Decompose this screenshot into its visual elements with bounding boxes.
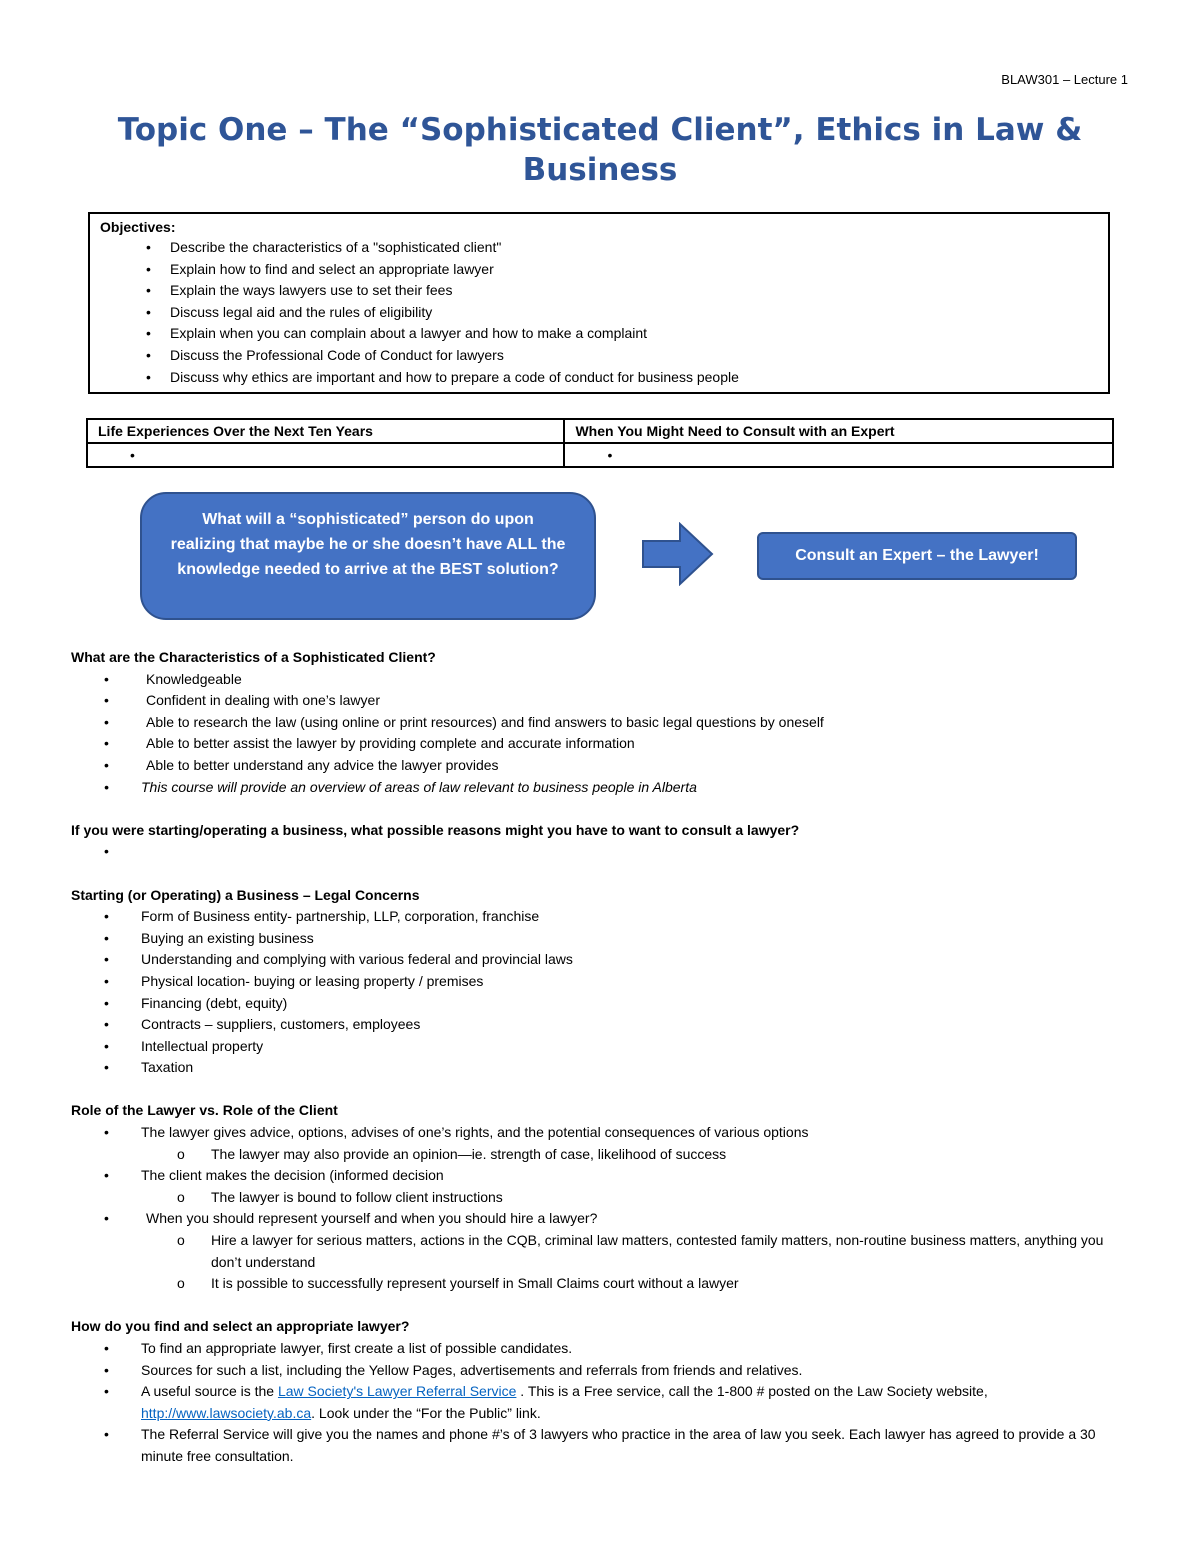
objective-item: • Explain when you can complain about a lawyer and how to make a complaint	[100, 323, 1098, 345]
list-item: • The client makes the decision (informed decision	[71, 1165, 1129, 1187]
list-item: • Form of Business entity- partnership, LLP, corporation, franchise	[71, 906, 1129, 928]
objectives-box	[88, 212, 1110, 394]
concerns-list	[71, 906, 1129, 1079]
section-heading: How do you find and select an appropriate lawyer?	[71, 1318, 410, 1335]
list-item: • To find an appropriate lawyer, first create a list of possible candidates.	[71, 1338, 1129, 1360]
course-header: BLAW301 – Lecture 1	[1001, 72, 1128, 87]
table-header-life-experiences: Life Experiences Over the Next Ten Years	[87, 419, 564, 443]
sub-list-item: o The lawyer is bound to follow client instructions	[71, 1187, 1129, 1209]
objective-item: • Explain how to find and select an appropriate lawyer	[100, 259, 1098, 281]
objective-item: • Discuss why ethics are important and how to prepare a code of conduct for business people	[100, 367, 1098, 389]
reasons-list	[71, 841, 1129, 863]
roles-list	[71, 1122, 1129, 1295]
experience-table	[86, 418, 1114, 468]
text-span: . This is a Free service, call the 1-800 # posted on the Law Society website,	[516, 1383, 988, 1400]
list-item: • Understanding and complying with various federal and provincial laws	[71, 949, 1129, 971]
sub-list-item: o It is possible to successfully represent yourself in Small Claims court without a lawyer	[71, 1273, 1129, 1295]
question-callout: What will a “sophisticated” person do upon realizing that maybe he or she doesn’t have ALL the knowledge needed to arrive at the BEST solution?	[140, 492, 596, 620]
list-item-empty	[71, 841, 1129, 863]
section-heading: Starting (or Operating) a Business – Legal Concerns	[71, 886, 420, 903]
objective-item: • Describe the characteristics of a "sophisticated client"	[100, 237, 1098, 259]
list-item: • Able to better understand any advice the lawyer provides	[71, 755, 1129, 777]
find-lawyer-list	[71, 1338, 1129, 1468]
table-cell-bullet: •	[564, 443, 1113, 467]
sub-list-item: o The lawyer may also provide an opinion—ie. strength of case, likelihood of success	[71, 1144, 1129, 1166]
characteristics-section	[71, 647, 1129, 798]
characteristics-list	[71, 669, 1129, 799]
table-row	[87, 443, 1113, 467]
objective-item: • Explain the ways lawyers use to set their fees	[100, 280, 1098, 302]
table-cell-bullet: •	[87, 443, 564, 467]
table-header-consult-expert: When You Might Need to Consult with an Expert	[564, 419, 1113, 443]
content-body	[71, 647, 1129, 1489]
list-item-referral	[71, 1381, 1129, 1424]
list-item: • Sources for such a list, including the Yellow Pages, advertisements and referrals from friends and relatives.	[71, 1360, 1129, 1382]
page-title: Topic One – The “Sophisticated Client”, Ethics in Law & Business	[117, 112, 1083, 188]
list-item: • Confident in dealing with one’s lawyer	[71, 690, 1129, 712]
referral-service-link[interactable]: Law Society's Lawyer Referral Service	[277, 1383, 517, 1400]
objective-item: • Discuss the Professional Code of Conduct for lawyers	[100, 345, 1098, 367]
law-society-url-link[interactable]: http://www.lawsociety.ab.ca	[141, 1404, 312, 1421]
find-lawyer-section	[71, 1316, 1129, 1467]
list-item: • Contracts – suppliers, customers, employees	[71, 1014, 1129, 1036]
list-item: • The lawyer gives advice, options, advises of one’s rights, and the potential consequences of various options	[71, 1122, 1129, 1144]
list-item: • Financing (debt, equity)	[71, 993, 1129, 1015]
section-heading: If you were starting/operating a business, what possible reasons might you have to want to consult a lawyer?	[71, 821, 800, 838]
list-item: • Able to better assist the lawyer by providing complete and accurate information	[71, 733, 1129, 755]
list-item: • Intellectual property	[71, 1036, 1129, 1058]
right-arrow-icon	[642, 522, 714, 586]
objectives-label: Objectives:	[100, 219, 176, 235]
section-heading: Role of the Lawyer vs. Role of the Client	[71, 1102, 338, 1119]
list-item: • Knowledgeable	[71, 669, 1129, 691]
text-span: A useful source is the	[141, 1383, 278, 1400]
roles-section	[71, 1100, 1129, 1294]
list-item: • The Referral Service will give you the names and phone #’s of 3 lawyers who practice in the area of law you seek. Each lawyer has agreed to provide a 30 minute free consultation.	[71, 1424, 1129, 1467]
objectives-list	[100, 237, 1098, 388]
list-item: • Physical location- buying or leasing property / premises	[71, 971, 1129, 993]
list-item: • Taxation	[71, 1057, 1129, 1079]
objective-item: • Discuss legal aid and the rules of eligibility	[100, 302, 1098, 324]
course-note: • This course will provide an overview of areas of law relevant to business people in Alberta	[71, 777, 1129, 799]
reasons-section	[71, 820, 1129, 863]
table-row	[87, 419, 1113, 443]
consult-expert-box: Consult an Expert – the Lawyer!	[757, 532, 1077, 580]
list-item: • Able to research the law (using online or print resources) and find answers to basic legal questions by oneself	[71, 712, 1129, 734]
text-span: . Look under the “For the Public” link.	[311, 1404, 541, 1421]
list-item: • When you should represent yourself and when you should hire a lawyer?	[71, 1208, 1129, 1230]
section-heading: What are the Characteristics of a Sophisticated Client?	[71, 649, 436, 665]
list-item: • Buying an existing business	[71, 928, 1129, 950]
concerns-section	[71, 885, 1129, 1079]
sub-list-item: o Hire a lawyer for serious matters, actions in the CQB, criminal law matters, contested family matters, non-routine business matters, anything you don’t understand	[71, 1230, 1129, 1273]
